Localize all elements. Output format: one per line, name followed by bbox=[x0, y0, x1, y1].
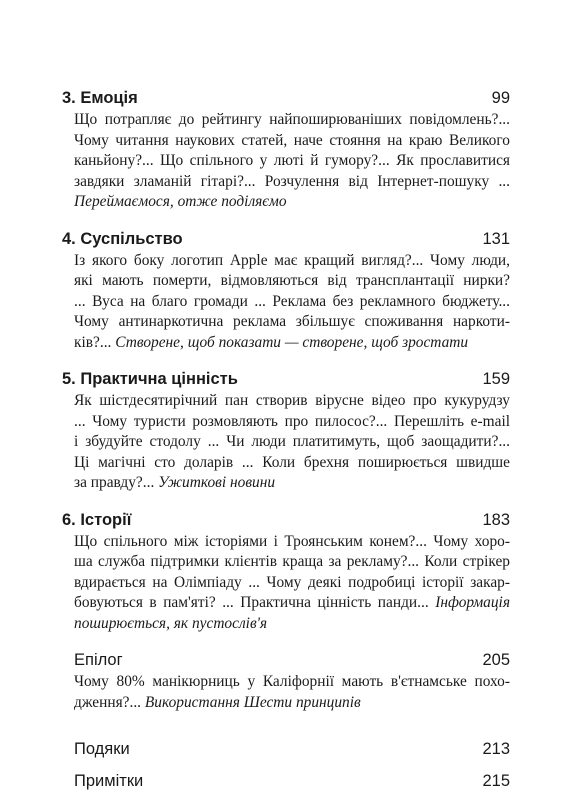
toc-entry-chapter-3 bbox=[62, 86, 510, 213]
page-number: 159 bbox=[482, 370, 510, 388]
chapter-title: 4. Суспільство bbox=[62, 229, 183, 248]
summary-line: Як шістдесятирічний пан створив вірусне відео про кукурудзу bbox=[74, 392, 510, 409]
page-number: 213 bbox=[482, 740, 510, 758]
toc-heading bbox=[62, 648, 510, 672]
summary-line: завдяки зламаній гітарі?... Розчулення від Інтернет-пошуку ... bbox=[74, 172, 510, 190]
page-number: 215 bbox=[482, 772, 510, 790]
toc-entry-epilogue bbox=[62, 648, 510, 713]
summary-line: і збудуйте стодолу ... Чи люди платитимуть, щоб заощадити?... bbox=[74, 433, 510, 450]
toc-entry-acknowledgements bbox=[62, 737, 510, 761]
toc-heading bbox=[62, 367, 510, 391]
table-of-contents bbox=[62, 86, 510, 807]
summary-line: каньйону?... Що спільного у люті й гумору?... Як прославитися bbox=[74, 152, 510, 169]
summary-line: Чому антинаркотична реклама збільшує споживання наркоти- bbox=[74, 313, 510, 330]
summary-line: Що потрапляє до рейтингу найпоширюваніших повідомлень?... bbox=[74, 111, 510, 128]
acknowledgements-title: Подяки bbox=[74, 740, 130, 758]
summary-line: Із якого боку логотип Apple має кращий вигляд?... Чому люди, bbox=[74, 251, 510, 269]
chapter-title: 3. Емоція bbox=[62, 89, 138, 107]
summary-line: Чому читання наукових статей, наче стояння на краю Великого bbox=[74, 131, 510, 149]
epilogue-summary bbox=[62, 672, 510, 713]
summary-line: бовуються в пам'яті? ... Практична цінність панди... Інформація bbox=[74, 594, 510, 611]
toc-entry-notes bbox=[62, 769, 510, 793]
epilogue-title: Епілог bbox=[74, 651, 123, 669]
section-subtitle: Використання Шести принципів bbox=[144, 693, 361, 711]
summary-line bbox=[74, 614, 510, 635]
summary-line: вдирається на Олімпіаду ... Чому деякі подробиці історії закар- bbox=[74, 573, 510, 591]
toc-entry-chapter-5 bbox=[62, 367, 510, 494]
page-number: 183 bbox=[482, 510, 510, 529]
summary-line: Ці магічні сто доларів ... Коли брехня поширюється швидше bbox=[74, 453, 510, 471]
toc-heading bbox=[62, 769, 510, 793]
summary-line: Що спільного між історіями і Троянським конем?... Чому хоро- bbox=[74, 532, 510, 550]
summary-line: ... Чому туристи розмовляють про пилосос?... Перешліть e-mail bbox=[74, 412, 510, 430]
section-subtitle: Переймаємося, отже поділяємо bbox=[74, 193, 287, 210]
summary-line: ків?... Створене, щоб показати — створене, щоб зростати bbox=[74, 333, 469, 351]
notes-title: Примітки bbox=[74, 772, 144, 790]
chapter-summary bbox=[62, 251, 510, 354]
section-subtitle: поширюється, як пустослів'я bbox=[74, 614, 268, 632]
summary-line: які мають померти, відмовляються від трансплантації нирки? bbox=[74, 272, 510, 289]
page-number: 205 bbox=[482, 651, 510, 669]
summary-line: Чому 80% манікюрниць у Каліфорнії мають в'єтнамське похо- bbox=[74, 673, 510, 690]
summary-line: ... Вуса на благо громади ... Реклама без рекламного бюджету... bbox=[74, 292, 510, 310]
summary-line: за правду?... Ужиткові новини bbox=[74, 474, 276, 491]
toc-heading bbox=[62, 737, 510, 761]
chapter-summary bbox=[62, 391, 510, 494]
chapter-title: 5. Практична цінність bbox=[62, 370, 238, 388]
toc-heading bbox=[62, 508, 510, 532]
toc-heading bbox=[62, 86, 510, 110]
summary-line: ша служба підтримки клієнтів краща за рекламу?... Коли стрікер bbox=[74, 553, 510, 570]
chapter-title: 6. Історії bbox=[62, 510, 132, 529]
chapter-summary bbox=[62, 532, 510, 635]
chapter-summary bbox=[62, 110, 510, 213]
section-subtitle: Інформація bbox=[435, 594, 510, 611]
section-subtitle: Створене, щоб показати — створене, щоб зростати bbox=[115, 333, 469, 351]
toc-entry-chapter-4 bbox=[62, 227, 510, 354]
page-number: 131 bbox=[482, 229, 510, 248]
summary-line: дження?... Використання Шести принципів bbox=[74, 693, 361, 711]
page-number: 99 bbox=[491, 89, 510, 107]
toc-entry-chapter-6 bbox=[62, 508, 510, 635]
toc-heading bbox=[62, 227, 510, 251]
section-subtitle: Ужиткові новини bbox=[158, 474, 276, 491]
summary-line bbox=[74, 192, 510, 213]
